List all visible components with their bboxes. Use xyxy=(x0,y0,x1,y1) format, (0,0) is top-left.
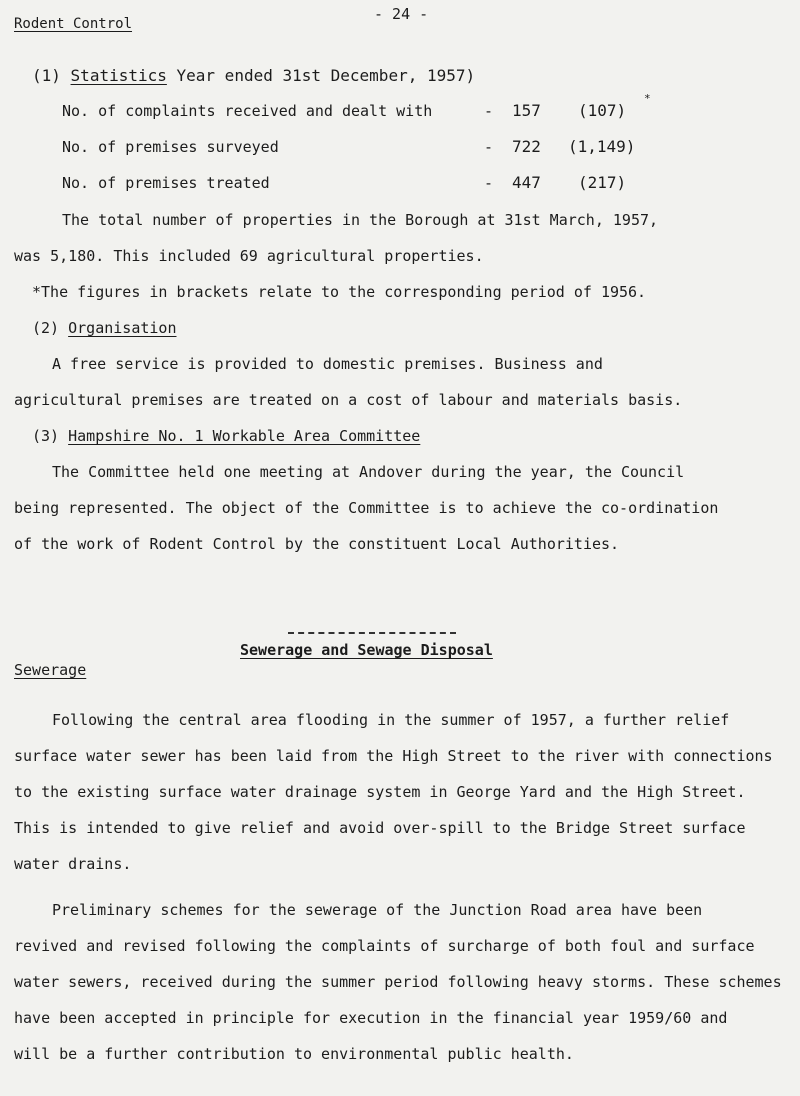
stat-label: No. of premises surveyed xyxy=(62,138,279,156)
stat-previous: (1,149) xyxy=(568,137,636,156)
committee-heading xyxy=(32,426,420,446)
paragraph-line: have been accepted in principle for execution in the financial year 1959/60 and xyxy=(14,1009,728,1027)
stat-label: No. of premises treated xyxy=(62,174,270,192)
stat-value: 447 xyxy=(512,173,541,192)
committee-number: (3) xyxy=(32,427,60,445)
statistics-title: Statistics xyxy=(70,66,167,85)
stat-value: 157 xyxy=(512,101,541,120)
stat-dash: - xyxy=(484,174,494,192)
paragraph-line: surface water sewer has been laid from the High Street to the river with connections xyxy=(14,747,773,765)
organisation-line-1: A free service is provided to domestic premises. Business and xyxy=(52,355,603,373)
paragraph-line: to the existing surface water drainage system in George Yard and the High Street. xyxy=(14,783,746,801)
stat-previous: (217) xyxy=(578,173,627,192)
stat-dash: - xyxy=(484,138,494,156)
committee-line-3: of the work of Rodent Control by the constituent Local Authorities. xyxy=(14,535,620,553)
stat-dash: - xyxy=(484,102,494,120)
statistics-number: (1) xyxy=(32,66,61,85)
paragraph-line: water drains. xyxy=(14,855,132,873)
footnote: *The figures in brackets relate to the corresponding period of 1956. xyxy=(32,283,647,301)
paragraph-line: This is intended to give relief and avoid over-spill to the Bridge Street surface xyxy=(14,819,746,837)
paragraph-line: Following the central area flooding in the summer of 1957, a further relief xyxy=(52,711,730,729)
organisation-title: Organisation xyxy=(68,319,177,337)
committee-title: Hampshire No. 1 Workable Area Committee xyxy=(68,427,421,445)
total-properties-line-1: The total number of properties in the Borough at 31st March, 1957, xyxy=(62,211,659,229)
stat-previous: (107) xyxy=(578,101,627,120)
paragraph-line: Preliminary schemes for the sewerage of the Junction Road area have been xyxy=(52,901,703,919)
paragraph-line: water sewers, received during the summer period following heavy storms. These schemes xyxy=(14,973,782,991)
paragraph-line: will be a further contribution to environmental public health. xyxy=(14,1045,574,1063)
total-properties-line-2: was 5,180. This included 69 agricultural properties. xyxy=(14,247,484,265)
section-heading-rodent-control: Rodent Control xyxy=(14,16,133,32)
organisation-number: (2) xyxy=(32,319,60,337)
sewerage-subtitle: Sewerage xyxy=(14,661,87,679)
stat-label: No. of complaints received and dealt with xyxy=(62,102,433,120)
section-divider xyxy=(288,632,456,634)
stat-value: 722 xyxy=(512,137,541,156)
organisation-heading xyxy=(32,318,177,338)
footnote-marker: * xyxy=(644,92,651,105)
statistics-title-rest: Year ended 31st December, 1957) xyxy=(176,66,476,85)
organisation-line-2: agricultural premises are treated on a cost of labour and materials basis. xyxy=(14,391,683,409)
page-number: - 24 - xyxy=(374,5,429,23)
sewerage-section-title: Sewerage and Sewage Disposal xyxy=(240,641,493,659)
committee-line-2: being represented. The object of the Committee is to achieve the co-ordination xyxy=(14,499,719,517)
committee-line-1: The Committee held one meeting at Andover during the year, the Council xyxy=(52,463,685,481)
statistics-heading xyxy=(32,66,475,86)
paragraph-line: revived and revised following the complaints of surcharge of both foul and surface xyxy=(14,937,755,955)
